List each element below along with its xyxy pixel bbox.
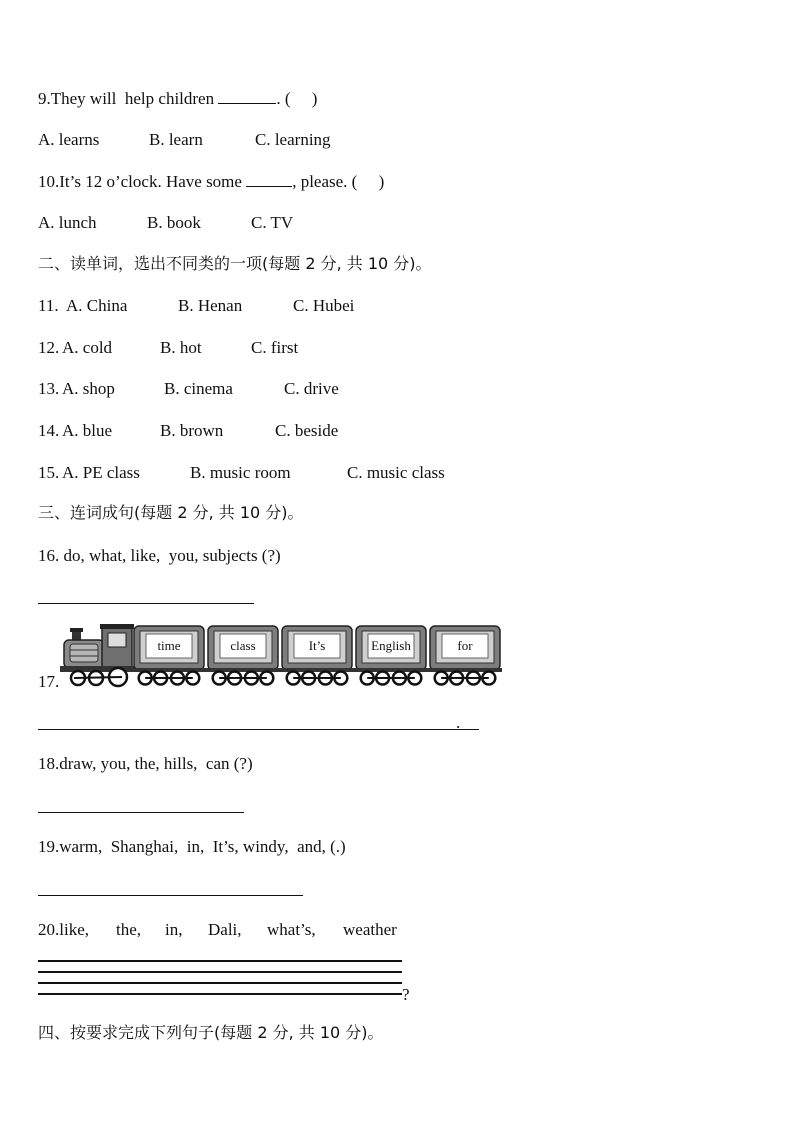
question-9-suffix: . ( ) bbox=[276, 89, 318, 108]
question-10 bbox=[38, 171, 384, 192]
answer-blank[interactable] bbox=[218, 88, 276, 104]
train-car bbox=[132, 626, 206, 685]
q9-option-c: C. learning bbox=[255, 130, 331, 149]
answer-line-17[interactable] bbox=[38, 729, 479, 730]
q9-option-a: A. learns bbox=[38, 130, 100, 149]
train-car bbox=[354, 626, 428, 685]
train-car-word: class bbox=[230, 638, 256, 653]
section-2-title: 二、读单词，选出不同类的一项(每题 2 分, 共 10 分)。 bbox=[38, 254, 432, 273]
q20-word-3: in, bbox=[165, 920, 183, 939]
locomotive-icon bbox=[60, 624, 136, 686]
q10-option-c: C. TV bbox=[251, 213, 294, 232]
section-4-title: 四、按要求完成下列句子(每题 2 分, 共 10 分)。 bbox=[38, 1023, 384, 1042]
q10-option-b: B. book bbox=[147, 213, 201, 232]
answer-line-20a[interactable] bbox=[38, 960, 402, 962]
q20-word-4: Dali, bbox=[208, 920, 242, 939]
q13-option-b: B. cinema bbox=[164, 379, 233, 398]
question-17-number: 17. bbox=[38, 672, 60, 691]
question-11-number: 11. bbox=[38, 296, 59, 315]
train-car-word: English bbox=[371, 638, 411, 653]
q15-option-c: C. music class bbox=[347, 463, 445, 482]
train-car-word: time bbox=[157, 638, 181, 653]
question-13-number: 13. bbox=[38, 379, 60, 398]
q12-option-c: C. first bbox=[251, 338, 299, 357]
q11-option-a: A. China bbox=[66, 296, 128, 315]
answer-line-16[interactable] bbox=[38, 603, 254, 604]
train-car bbox=[206, 626, 280, 685]
q12-option-a: A. cold bbox=[62, 338, 113, 357]
train-illustration bbox=[60, 622, 505, 690]
q13-option-c: C. drive bbox=[284, 379, 339, 398]
train-car-word: It’s bbox=[308, 638, 326, 653]
train-car-word: for bbox=[457, 638, 473, 653]
question-9 bbox=[38, 88, 317, 109]
answer-line-20d[interactable] bbox=[38, 993, 402, 995]
question-12-number: 12. bbox=[38, 338, 60, 357]
question-9-prefix: 9.They will help children bbox=[38, 89, 219, 108]
q20-word-6: weather bbox=[343, 920, 397, 939]
answer-blank[interactable] bbox=[246, 171, 292, 187]
answer-line-20c[interactable] bbox=[38, 982, 402, 984]
answer-line-19[interactable] bbox=[38, 895, 303, 896]
q15-option-b: B. music room bbox=[190, 463, 291, 482]
q13-option-a: A. shop bbox=[62, 379, 115, 398]
answer-line-20b[interactable] bbox=[38, 971, 402, 973]
q11-option-c: C. Hubei bbox=[293, 296, 355, 315]
q20-end-mark: ? bbox=[402, 985, 410, 1004]
q17-end-mark: . bbox=[456, 713, 461, 732]
question-14-number: 14. bbox=[38, 421, 60, 440]
q20-word-5: what’s, bbox=[267, 920, 316, 939]
answer-line-18[interactable] bbox=[38, 812, 244, 813]
q14-option-b: B. brown bbox=[160, 421, 224, 440]
q14-option-a: A. blue bbox=[62, 421, 113, 440]
question-16: 16. do, what, like, you, subjects (?) bbox=[38, 546, 281, 565]
q15-option-a: A. PE class bbox=[62, 463, 140, 482]
question-18: 18.draw, you, the, hills, can (?) bbox=[38, 754, 253, 773]
q10-option-a: A. lunch bbox=[38, 213, 97, 232]
section-3-title: 三、连词成句(每题 2 分, 共 10 分)。 bbox=[38, 503, 304, 522]
question-10-suffix: , please. ( ) bbox=[292, 172, 385, 191]
q9-option-b: B. learn bbox=[149, 130, 203, 149]
q12-option-b: B. hot bbox=[160, 338, 202, 357]
question-15-number: 15. bbox=[38, 463, 60, 482]
q20-word-2: the, bbox=[116, 920, 142, 939]
q14-option-c: C. beside bbox=[275, 421, 339, 440]
train-car bbox=[428, 626, 502, 685]
train-car bbox=[280, 626, 354, 685]
question-10-prefix: 10.It’s 12 o’clock. Have some bbox=[38, 172, 247, 191]
q20-word-1: 20.like, bbox=[38, 920, 89, 939]
question-19: 19.warm, Shanghai, in, It’s, windy, and, (.) bbox=[38, 837, 346, 856]
q11-option-b: B. Henan bbox=[178, 296, 243, 315]
